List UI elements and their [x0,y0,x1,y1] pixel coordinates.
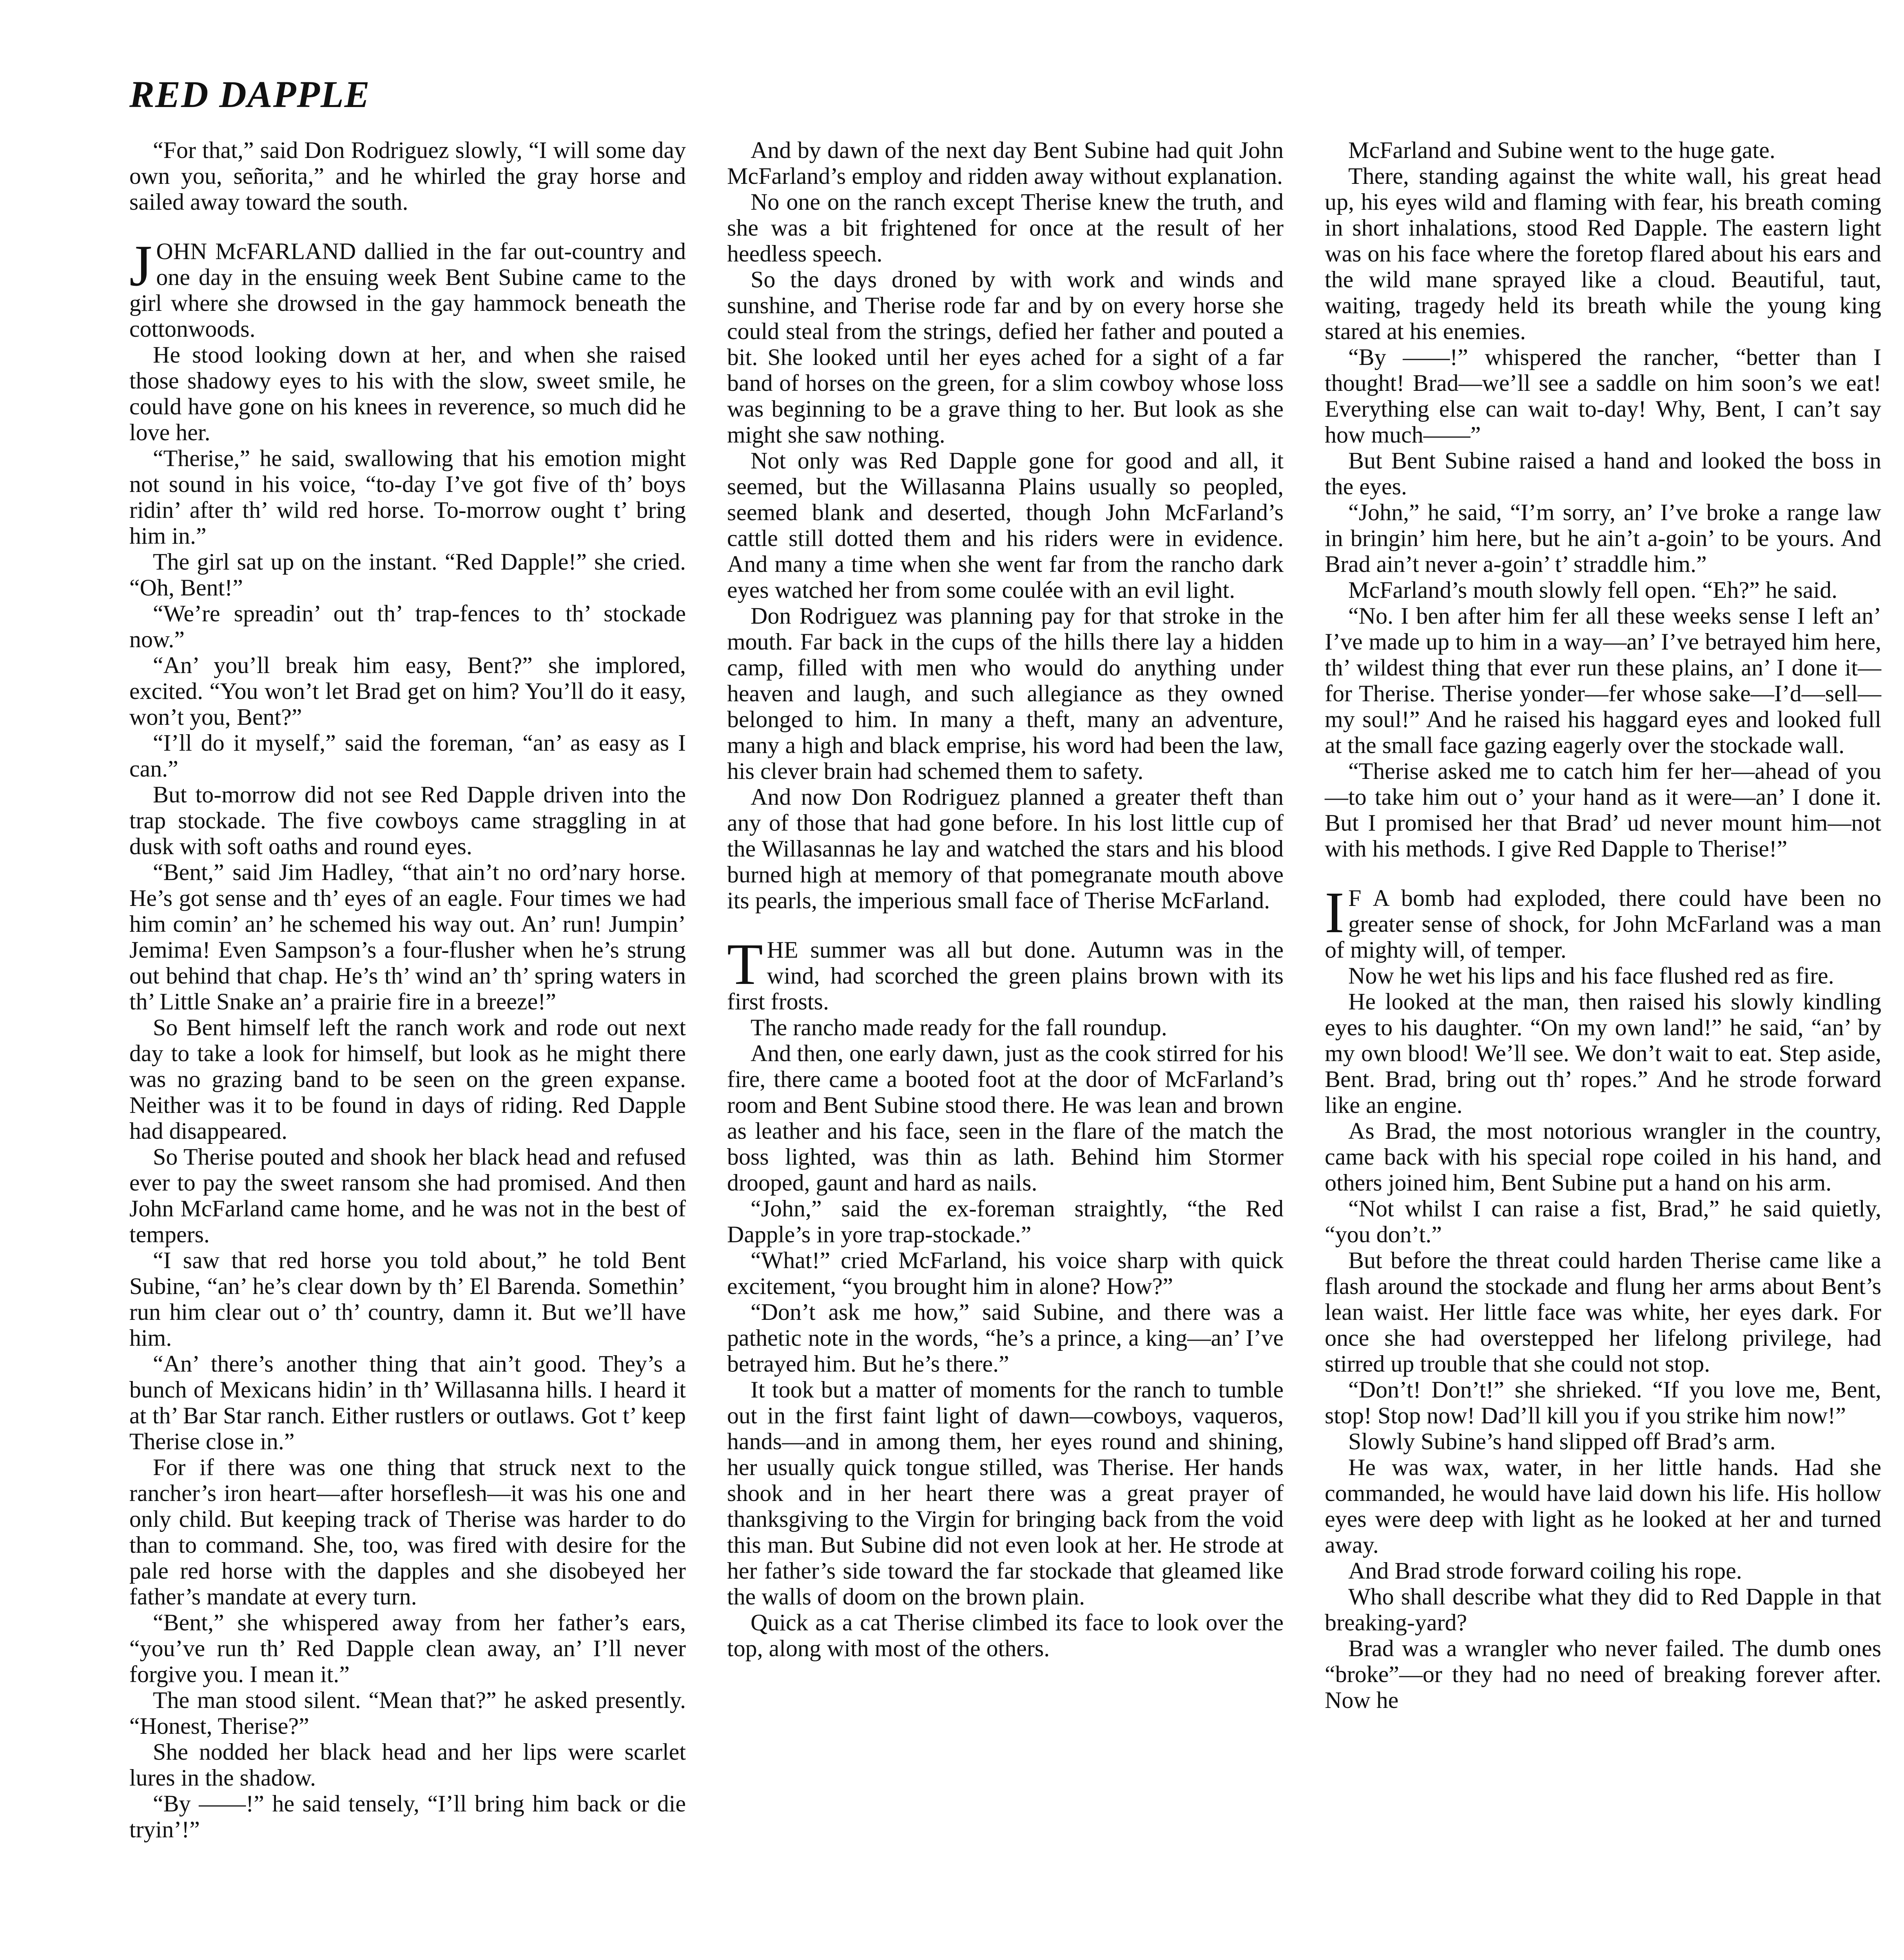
section-opening-paragraph: JOHN McFARLAND dallied in the far out-country and one day in the ensuing week Bent Subine came to the girl where she drowsed in the gay hammock beneath the cottonwoods. [129,233,686,342]
paragraph: Now he wet his lips and his face flushed red as fire. [1348,963,1834,989]
drop-cap: T [727,932,763,997]
paragraph: “By ——!” whispered the rancher, “better than I thought! Brad—we’ll see a saddle on him soon’s we eat! Everything else can wait to-day! Why, Bent, I can’t say how much——” [1325,344,1881,448]
paragraph: McFarland and Subine went to the huge gate. [1348,137,1775,163]
paragraph: He was wax, water, in her little hands. Had she commanded, he would have laid down his life. His hollow eyes were deep with light as he looked at her and turned away. [1325,1454,1881,1558]
running-title: RED DAPPLE [129,73,370,115]
paragraph: “An’ you’ll break him easy, Bent?” she implored, excited. “You won’t let Brad get on him? You’ll do it easy, won’t you, Bent?” [129,652,686,730]
paragraph: “I’ll do it myself,” said the foreman, “an’ as easy as I can.” [129,730,686,782]
paragraph: “What!” cried McFarland, his voice sharp with quick excitement, “you brought him in alone? How?” [727,1247,1284,1299]
paragraph: Don Rodriguez was planning pay for that stroke in the mouth. Far back in the cups of the hills there lay a hidden camp, filled with men who would do anything under heaven and laugh, and such allegiance as they owned belonged to him. In many a theft, many an adventure, many a high and black emprise, his word had been the law, his clever brain had schemed them to safety. [727,603,1284,784]
paragraph: “We’re spreadin’ out th’ trap-fences to th’ stockade now.” [129,601,686,652]
drop-cap: J [129,233,152,298]
text-column-3 [1325,137,1881,1713]
drop-cap: I [1325,880,1344,945]
paragraph: “Not whilst I can raise a fist, Brad,” he said quietly, “you don’t.” [1325,1196,1881,1247]
paragraph: As Brad, the most notorious wrangler in the country, came back with his special rope coiled in his hand, and others joined him, Bent Subine put a hand on his arm. [1325,1118,1881,1196]
paragraph: But Bent Subine raised a hand and looked the boss in the eyes. [1325,448,1881,499]
paragraph: The man stood silent. “Mean that?” he asked presently. “Honest, Therise?” [129,1687,686,1739]
paragraph: He stood looking down at her, and when she raised those shadowy eyes to his with the slow, sweet smile, he could have gone on his knees in reverence, so much did he love her. [129,342,686,445]
paragraph: “Bent,” she whispered away from her father’s ears, “you’ve run th’ Red Dapple clean away, an’ I’ll never forgive you. I mean it.” [129,1610,686,1687]
paragraph: Not only was Red Dapple gone for good and all, it seemed, but the Willasanna Plains usually so peopled, seemed blank and deserted, though John McFarland’s cattle still dotted them and his riders were in evidence. And many a time when she went far from the rancho dark eyes watched her from some coulée with an evil light. [727,448,1284,603]
paragraph: So the days droned by with work and winds and sunshine, and Therise rode far and by on every horse she could steal from the strings, defied her father and pouted a bit. She looked until her eyes ached for a sight of a far band of horses on the green, for a slim cowboy whose loss was beginning to be a grave thing to her. But look as she might she saw nothing. [727,267,1284,448]
paragraph: So Bent himself left the ranch work and rode out next day to take a look for himself, but look as he might there was no grazing band to be seen on the green expanse. Neither was it to be found in days of riding. Red Dapple had disappeared. [129,1014,686,1144]
paragraph: “Don’t! Don’t!” she shrieked. “If you love me, Bent, stop! Stop now! Dad’ll kill you if you strike him now!” [1325,1377,1881,1428]
paragraph: “Therise asked me to catch him fer her—ahead of you—to take him out o’ your hand as it were—an’ I done it. But I promised her that Brad’ ud never mount him—not with his methods. I give Red Dapple to Therise!” [1325,758,1881,862]
paragraph: “John,” he said, “I’m sorry, an’ I’ve broke a range law in bringin’ him here, but he ain’t a-goin’ to be yours. And Brad ain’t never a-goin’ t’ straddle him.” [1325,499,1881,577]
text-column-1 [129,137,686,1842]
section-opening-paragraph: I F A bomb had exploded, there could have been no greater sense of shock, for John McFarland was a man of mighty will, of temper. [1325,880,1881,963]
paragraph: But before the threat could harden Therise came like a flash around the stockade and flung her arms about Bent’s lean waist. Her little face was white, her eyes dark. For once she had overstepped her lifelong privilege, had stirred up trouble that she could not stop. [1325,1247,1881,1377]
paragraph: No one on the ranch except Therise knew the truth, and she was a bit frightened for once at the result of her heedless speech. [727,189,1284,267]
paragraph: Quick as a cat Therise climbed its face to look over the top, along with most of the others. [727,1610,1284,1661]
paragraph: It took but a matter of moments for the ranch to tumble out in the first faint light of dawn—cowboys, vaqueros, hands—and in among them, her eyes round and shining, her usually quick tongue stilled, was Therise. Her hands shook and in her heart there was a great prayer of thanksgiving to the Virgin for bringing back from the void this man. But Subine did not even look at her. He strode at her father’s side toward the far stockade that gleamed like the walls of doom on the brown plain. [727,1377,1284,1610]
paragraph: “Bent,” said Jim Hadley, “that ain’t no ord’nary horse. He’s got sense and th’ eyes of an eagle. Four times we had him comin’ an’ he schemed his way out. An’ run! Jumpin’ Jemima! Even Sampson’s a four-flusher when he’s strung out behind that chap. He’s th’ wind an’ th’ spring waters in th’ Little Snake an’ a prairie fire in a breeze!” [129,859,686,1014]
paragraph: “John,” said the ex-foreman straightly, “the Red Dapple’s in yore trap-stockade.” [727,1196,1284,1247]
paragraph: “By ——!” he said tensely, “I’ll bring him back or die tryin’!” [129,1791,686,1842]
paragraph: “For that,” said Don Rodriguez slowly, “I will some day own you, señorita,” and he whirled the gray horse and sailed away toward the south. [129,137,686,215]
paragraph: And now Don Rodriguez planned a greater theft than any of those that had gone before. In his lost little cup of the Willasannas he lay and watched the stars and his blood burned high at memory of that pomegranate mouth above its pearls, the imperious small face of Therise McFarland. [727,784,1284,913]
paragraph: “I saw that red horse you told about,” he told Bent Subine, “an’ he’s clear down by th’ El Barenda. Somethin’ run him clear out o’ th’ country, damn it. But we’ll have him. [129,1247,686,1351]
paragraph: “Don’t ask me how,” said Subine, and there was a pathetic note in the words, “he’s a prince, a king—an’ I’ve betrayed him. But he’s there.” [727,1299,1284,1377]
paragraph: She nodded her black head and her lips were scarlet lures in the shadow. [129,1739,686,1791]
paragraph: Who shall describe what they did to Red Dapple in that breaking-yard? [1325,1584,1881,1635]
paragraph: And by dawn of the next day Bent Subine had quit John McFarland’s employ and ridden away without explanation. [727,137,1284,189]
paragraph: And Brad strode forward coiling his rope. [1348,1558,1742,1584]
paragraph: But to-morrow did not see Red Dapple driven into the trap stockade. The five cowboys came straggling in at dusk with soft oaths and round eyes. [129,782,686,859]
paragraph: The rancho made ready for the fall roundup. [751,1014,1167,1040]
paragraph: For if there was one thing that struck next to the rancher’s iron heart—after horseflesh—it was his one and only child. But keeping track of Therise was harder to do than to command. She, too, was fired with desire for the pale red horse with the dapples and she disobeyed her father’s mandate at every turn. [129,1454,686,1610]
paragraph: He looked at the man, then raised his slowly kindling eyes to his daughter. “On my own land!” he said, “an’ by my own blood! We’ll see. We don’t wait to eat. Step aside, Bent. Brad, bring out th’ ropes.” And he strode forward like an engine. [1325,989,1881,1118]
paragraph: McFarland’s mouth slowly fell open. “Eh?” he said. [1348,577,1838,603]
paragraph: “An’ there’s another thing that ain’t good. They’s a bunch of Mexicans hidin’ in th’ Willasanna hills. I heard it at th’ Bar Star ranch. Either rustlers or outlaws. Got t’ keep Therise close in.” [129,1351,686,1454]
paragraph: So Therise pouted and shook her black head and refused ever to pay the sweet ransom she had promised. And then John McFarland came home, and he was not in the best of tempers. [129,1144,686,1247]
paragraph: There, standing against the white wall, his great head up, his eyes wild and flaming with fear, his breath coming in short inhalations, stood Red Dapple. The eastern light was on his face where the foretop flared about his ears and the wild mane sprayed like a cloud. Beautiful, taut, waiting, tragedy held its breath while the young king stared at his enemies. [1325,163,1881,344]
paragraph: And then, one early dawn, just as the cook stirred for his fire, there came a booted foot at the door of McFarland’s room and Bent Subine stood there. He was lean and brown as leather and his face, seen in the flare of the match the boss lighted, was thin as lath. Behind him Stormer drooped, gaunt and hard as nails. [727,1040,1284,1196]
paragraph: “No. I ben after him fer all these weeks sense I left an’ I’ve made up to him in a way—an’ I’ve betrayed him here, th’ wildest thing that ever run these plains, an’ I done it—for Therise. Therise yonder—fer whose sake—I’d—sell—my soul!” And he raised his haggard eyes and looked full at the small face gazing eagerly over the stockade wall. [1325,603,1881,758]
text-column-2 [727,137,1284,1661]
paragraph: The girl sat up on the instant. “Red Dapple!” she cried. “Oh, Bent!” [129,549,686,601]
section-opening-paragraph: THE summer was all but done. Autumn was in the wind, had scorched the green plains brown with its first frosts. [727,932,1284,1014]
paragraph: Brad was a wrangler who never failed. The dumb ones “broke”—or they had no need of breaking forever after. Now he [1325,1635,1881,1713]
paragraph: Slowly Subine’s hand slipped off Brad’s arm. [1348,1428,1776,1454]
paragraph: “Therise,” he said, swallowing that his emotion might not sound in his voice, “to-day I’ve got five of th’ boys ridin’ after th’ wild red horse. To-morrow ought t’ bring him in.” [129,445,686,549]
